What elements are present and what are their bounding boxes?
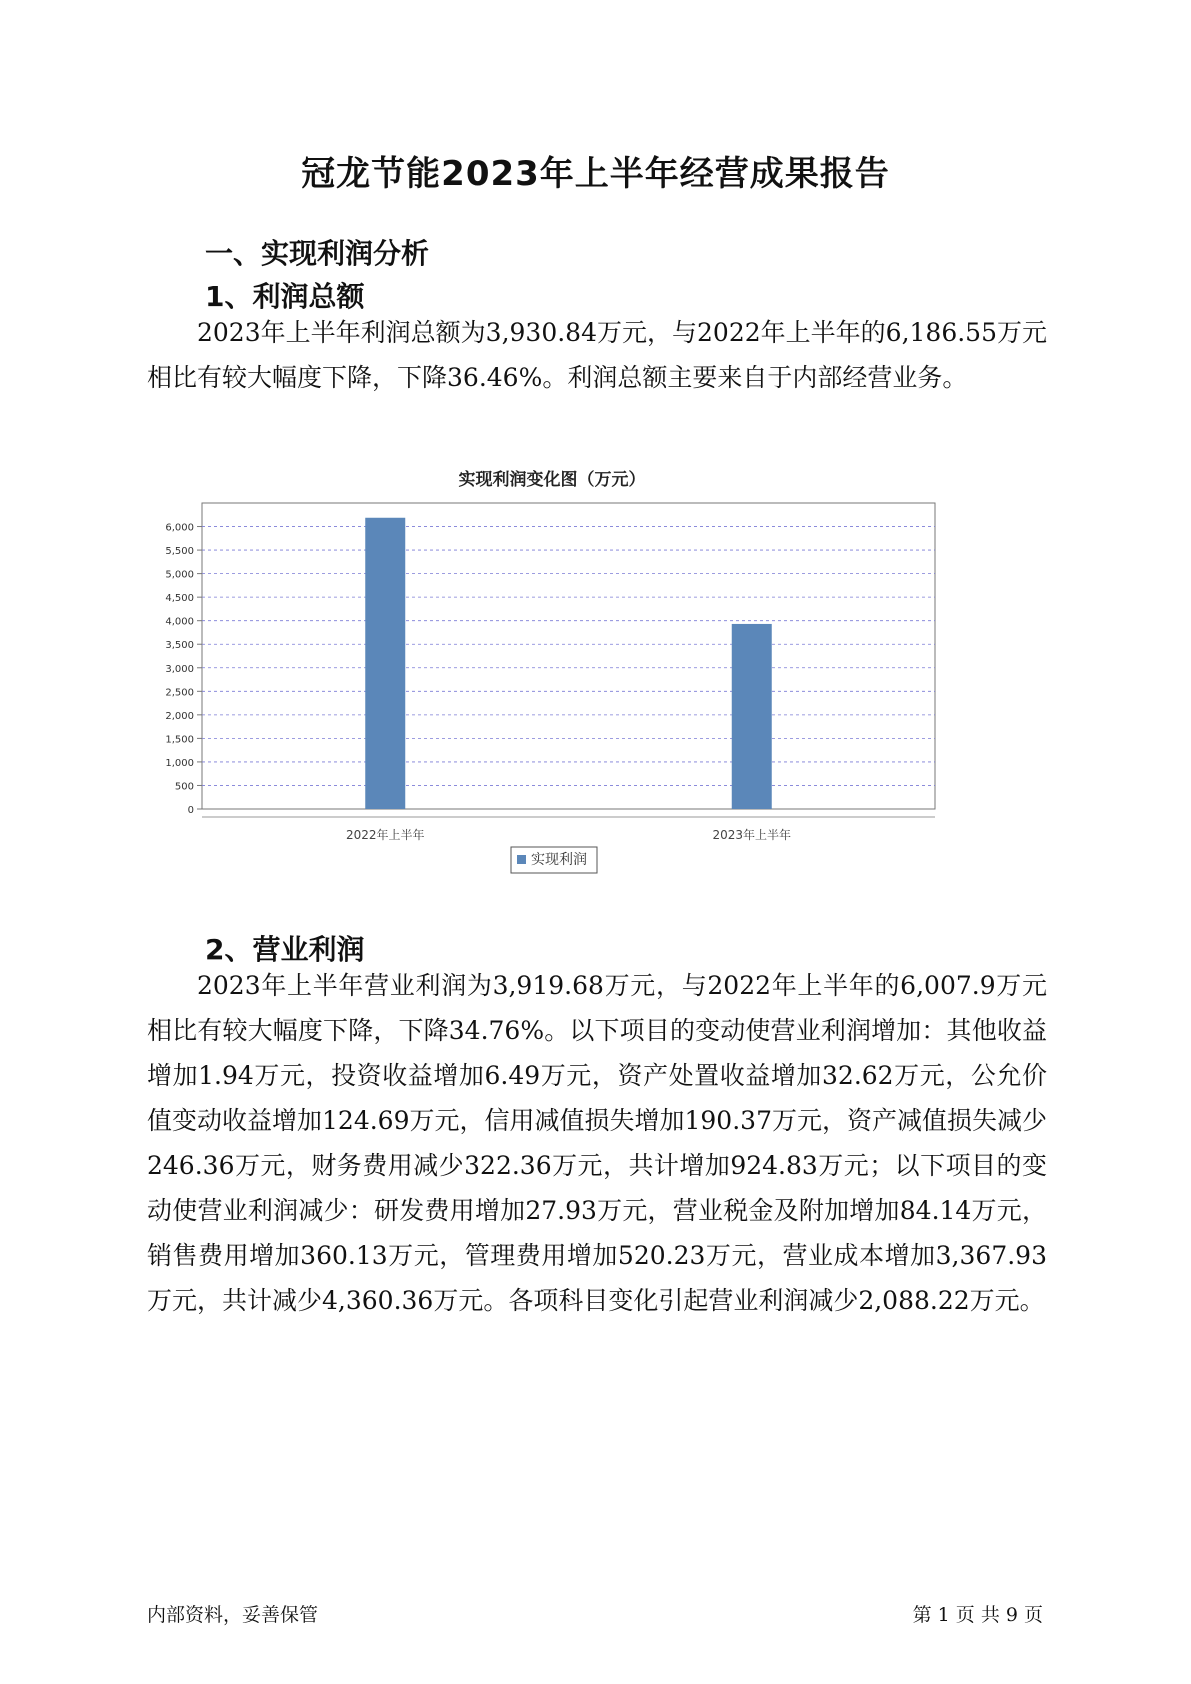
y-tick-label: 3,500 [165,640,194,652]
subsection-heading-operating-profit: 2、营业利润 [205,933,365,966]
y-tick-label: 1,000 [165,757,194,769]
footer-confidential-note: 内部资料，妥善保管 [147,1604,319,1626]
y-tick-label: 4,500 [165,593,194,605]
y-tick-label: 2,000 [165,710,194,722]
y-tick-label: 4,000 [165,616,194,628]
bar [732,624,772,809]
section-heading-profit-analysis: 一、实现利润分析 [205,237,430,270]
legend-label: 实现利润 [531,852,587,868]
footer-page-number: 第 1 页 共 9 页 [912,1604,1043,1626]
y-tick-label: 5,000 [165,569,194,581]
chart-title: 实现利润变化图（万元） [458,470,646,490]
paragraph-operating-profit: 2023年上半年营业利润为3,919.68万元，与2022年上半年的6,007.9万元相比有较大幅度下降，下降34.76%。以下项目的变动使营业利润增加：其他收益增加1.94万元，投资收益增加6.49万元，资产处置收益增加32.62万元，公允价值变动收益增加124.69万元，信用减值损失增加190.37万元，资产减值损失减少246.36万元，财务费用减少322.36万元，共计增加924.83万元；以下项目的变动使营业利润减少：研发费用增加27.93万元，营业税金及附加增加84.14万元，销售费用增加360.13万元，管理费用增加520.23万元，营业成本增加3,367.93万元，共计减少4,360.36万元。各项科目变化引起营业利润减少2,088.22万元。 [147,971,1047,1315]
chart-canvas [147,470,1047,950]
y-tick-label: 5,500 [165,546,194,558]
document-title: 冠龙节能2023年上半年经营成果报告 [301,154,890,194]
x-tick-label: 2022年上半年 [345,828,425,842]
plot-area [202,503,935,809]
x-tick-label: 2023年上半年 [712,828,792,842]
y-tick-label: 1,500 [165,734,194,746]
y-tick-label: 3,000 [165,663,194,675]
y-tick-label: 500 [174,781,194,793]
subsection-heading-total-profit: 1、利润总额 [205,280,365,313]
legend-swatch [517,855,526,864]
paragraph-total-profit: 2023年上半年利润总额为3,930.84万元，与2022年上半年的6,186.55万元相比有较大幅度下降，下降36.46%。利润总额主要来自于内部经营业务。 [147,318,1047,392]
profit-bar-chart [147,470,1047,950]
y-tick-label: 0 [187,805,194,816]
y-tick-label: 2,500 [165,687,194,699]
y-tick-label: 6,000 [165,522,194,534]
bar [365,518,405,809]
